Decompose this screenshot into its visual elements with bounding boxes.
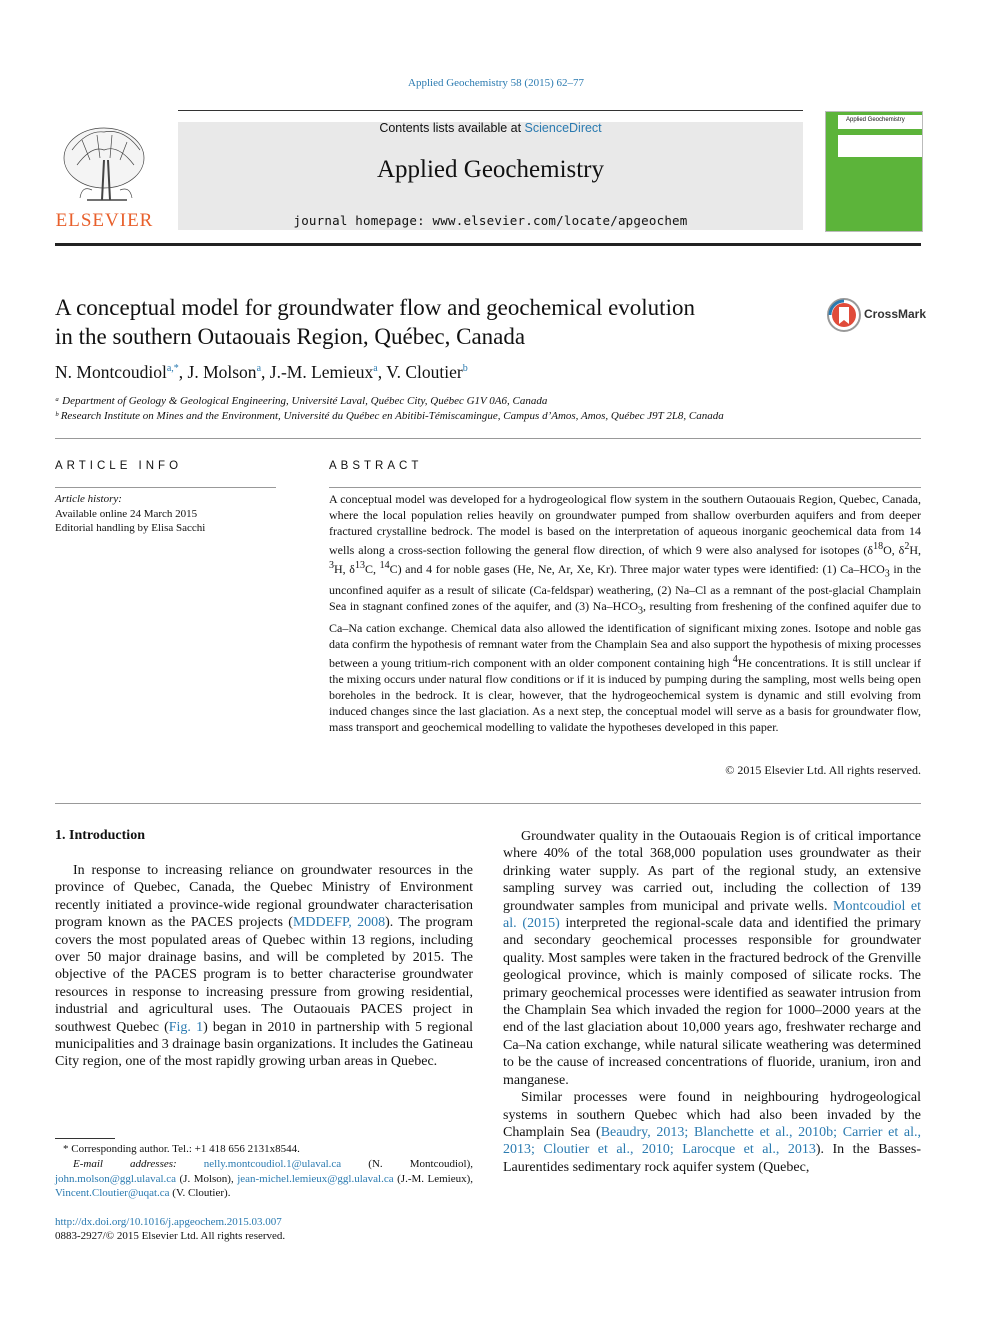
journal-homepage[interactable]: journal homepage: www.elsevier.com/locate/apgeochem <box>293 213 688 228</box>
crossmark-badge[interactable] <box>826 297 926 333</box>
cover-journal-title: Applied Geochemistry <box>846 117 905 123</box>
figure-link[interactable]: Fig. 1 <box>168 1019 204 1035</box>
contents-line <box>178 121 803 135</box>
editorial-handling: Editorial handling by Elisa Sacchi <box>55 522 206 534</box>
tree-icon <box>52 120 157 210</box>
article-title <box>55 293 815 351</box>
email-link[interactable]: jean-michel.lemieux@ggl.ulaval.ca <box>237 1172 394 1185</box>
email-owner: (J. Molson), <box>179 1172 234 1185</box>
author-name[interactable]: J.-M. Lemieux <box>269 362 374 382</box>
contents-prefix: Contents lists available at <box>379 121 525 135</box>
article-info-rule <box>55 487 276 488</box>
author-affil-sup[interactable]: a <box>373 363 378 375</box>
article-info-heading: ARTICLE INFO <box>55 460 183 472</box>
affiliation-a: ᵃ Department of Geology & Geological Engineering, Université Laval, Québec City, Québec G1V 0A6, Canada <box>55 395 548 407</box>
email-link[interactable]: nelly.montcoudiol.1@ulaval.ca <box>203 1158 342 1170</box>
affiliation-b: ᵇ Research Institute on Mines and the Environment, Université du Québec en Abitibi-Témiscamingue, Campus d’Amos, Amos, Québec J9T 2L8, Canada <box>55 410 724 422</box>
article-info-block <box>55 492 205 536</box>
author-name[interactable]: N. Montcoudiol <box>55 362 167 382</box>
article-history-label: Article history: <box>55 493 122 505</box>
affiliation-rule <box>55 438 921 439</box>
title-line-2: in the southern Outaouais Region, Québec, Canada <box>55 324 526 349</box>
email-link[interactable]: Vincent.Cloutier@uqat.ca <box>55 1187 170 1199</box>
author-affil-sup[interactable]: a <box>256 363 262 375</box>
author-affil-sup[interactable]: a,* <box>166 363 179 375</box>
email-label: E-mail addresses: <box>73 1158 177 1170</box>
intro-paragraph: Similar processes were found in neighbouring hydrogeological systems in southern Quebec which had also been invaded by the Champlain Sea (Beaudry, 2013; Blanchette et al., 2010b; Carrier et al., 2013; Cloutier et al., 2010; Larocque et al., 2013). In the Basses-Laurentides sedimentary rock aquifer system (Quebec, <box>503 1090 922 1175</box>
intro-paragraph: Groundwater quality in the Outaouais Region is of critical importance where 40% of the total 368,000 population uses groundwater as their drinking water supply. As part of the regional study, an extensive sampling survey was carried out, including the collection of 139 groundwater samples from municipal and private wells. Montcoudiol et al. (2015) interpreted the regional-scale data and identified the primary and secondary geochemical processes responsible for groundwater quality. Most samples were taken in the fractured bedrock of the Grenville geological province, which is mainly composed of silicate rocks. The primary geochemical processes were identified as seawater intrusion from the Champlain Sea which invaded the region for 1000–2000 years at the end of the last glaciation about 10,000 years ago, freshwater recharge and Ca–Na cation exchange, while natural silicate weathering was determined to be the cause of increased concentrations of fluoride, uranium, iron and manganese. <box>503 829 921 1088</box>
journal-title: Applied Geochemistry <box>376 156 605 183</box>
title-line-1: A conceptual model for groundwater flow and geochemical evolution <box>55 295 695 320</box>
doi-link[interactable]: http://dx.doi.org/10.1016/j.apgeochem.2015.03.007 <box>55 1216 282 1228</box>
header-bottom-rule <box>55 243 921 246</box>
author-affil-sup[interactable]: b <box>462 363 468 375</box>
intro-paragraph: In response to increasing reliance on groundwater resources in the province of Quebec, Canada, the Quebec Ministry of Environment recently initiated a province-wide regional groundwater characterisation program known as the PACES projects (MDDEFP, 2008). The program covers the most populated areas of Quebec within 13 regions, including over 50 major drainage basins, and will be completed by 2015. The objective of the PACES program is to better characterise groundwater resources in response to increasing pressure from growing residential, industrial and agricultural uses. The Outaouais PACES project in southwest Quebec (Fig. 1) began in 2010 in partnership with 5 regional municipalities and 3 drainage basin organizations. It includes the Gatineau City region, one of the most rapidly growing urban areas in Quebec. <box>55 863 473 1070</box>
email-link[interactable]: john.molson@ggl.ulaval.ca <box>55 1172 177 1185</box>
email-owner: (N. Montcoudiol), <box>368 1158 473 1170</box>
crossmark-label: CrossMark <box>864 307 927 321</box>
citation-link[interactable]: Montcoudiol et al. (2015) <box>503 898 921 932</box>
abstract-bottom-rule <box>55 803 921 804</box>
issn-copyright: 0883-2927/© 2015 Elsevier Ltd. All rights reserved. <box>55 1230 286 1242</box>
journal-cover-thumbnail[interactable] <box>825 111 923 232</box>
header-top-rule <box>178 110 803 111</box>
abstract-text: A conceptual model was developed for a hydrogeological flow system in the southern Outaouais Region, Quebec, Canada, where the local population relies heavily on groundwater pumped from shallow overburden aquifers and from deeper fractured crystalline bedrock. The model is based on the interpretation of aqueous inorganic geochemical data from 14 wells along a cross-section following the general flow direction, of which 9 were also analysed for isotopes ($\delta^{18}O$, $\delta^2H$, $^3$H, $\delta^{13}C$, $^{14}$C) and 4 for noble gases (He, Ne, Ar, Xe, Kr). Three major water types were identified: (1) $Ca-HCO_3$ in the unconfined aquifer as a result of silicate (Ca-feldspar) weathering, (2) Na–Cl as a remnant of the post-glacial Champlain Sea in stagnant confined zones of the aquifer, and (3) $Na-HCO_3$, resulting from freshening of the confined aquifer due to Ca–Na cation exchange. Chemical data also allowed the identification of significant mixing zones. Isotope and noble gas data confirm the hypothesis of remnant water from the Champlain Sea and also support the hypothesis of mixing processes between a young tritium-rich component with an older component containing high $^4$He concentrations. It is still unclear if the mixing occurs under natural flow conditions or if it is induced by pumping during the sampling, most wells being open boreholes in the bedrock. It is clear, however, that the hydrogeochemical system is dynamic and still evolving from induced changes since the last glaciation. As a next step, the conceptual model will serve as a basis for groundwater flow, mass transport and geochemical modelling to validate the hypotheses developed in this paper. <box>329 492 922 734</box>
citation-link[interactable]: MDDEFP, 2008 <box>292 915 386 931</box>
sciencedirect-link[interactable]: ScienceDirect <box>524 121 602 135</box>
footnote-rule <box>55 1138 115 1139</box>
author-list: N. Montcoudiol$^{a,*}$, J. Molson$^a$, J.-M. Lemieux$^a$, V. Cloutier$^b$ <box>55 362 468 382</box>
corresponding-author-note: * Corresponding author. Tel.: +1 418 656 2131x8544. <box>63 1143 300 1155</box>
abstract-heading: ABSTRACT <box>329 460 423 472</box>
email-owner: (J.-M. Lemieux), <box>397 1172 474 1185</box>
intro-left-column <box>55 862 473 1071</box>
crossmark-icon <box>826 297 862 333</box>
intro-right-column <box>503 828 921 1176</box>
author-name[interactable]: V. Cloutier <box>386 362 463 382</box>
available-online: Available online 24 March 2015 <box>55 507 198 520</box>
abstract-rule <box>329 487 921 488</box>
elsevier-wordmark: ELSEVIER <box>55 210 154 231</box>
journal-citation[interactable]: Applied Geochemistry 58 (2015) 62–77 <box>408 77 584 89</box>
author-name[interactable]: J. Molson <box>187 362 257 382</box>
section-heading: 1. Introduction <box>55 828 145 843</box>
email-owner: (V. Cloutier). <box>172 1187 231 1199</box>
email-addresses <box>55 1157 473 1201</box>
citation-link[interactable]: Beaudry, 2013; Blanchette et al., 2010b; Carrier et al., 2013; Cloutier et al., 2010; Larocque et al., 2013 <box>503 1124 922 1158</box>
abstract-copyright: © 2015 Elsevier Ltd. All rights reserved. <box>725 763 921 777</box>
